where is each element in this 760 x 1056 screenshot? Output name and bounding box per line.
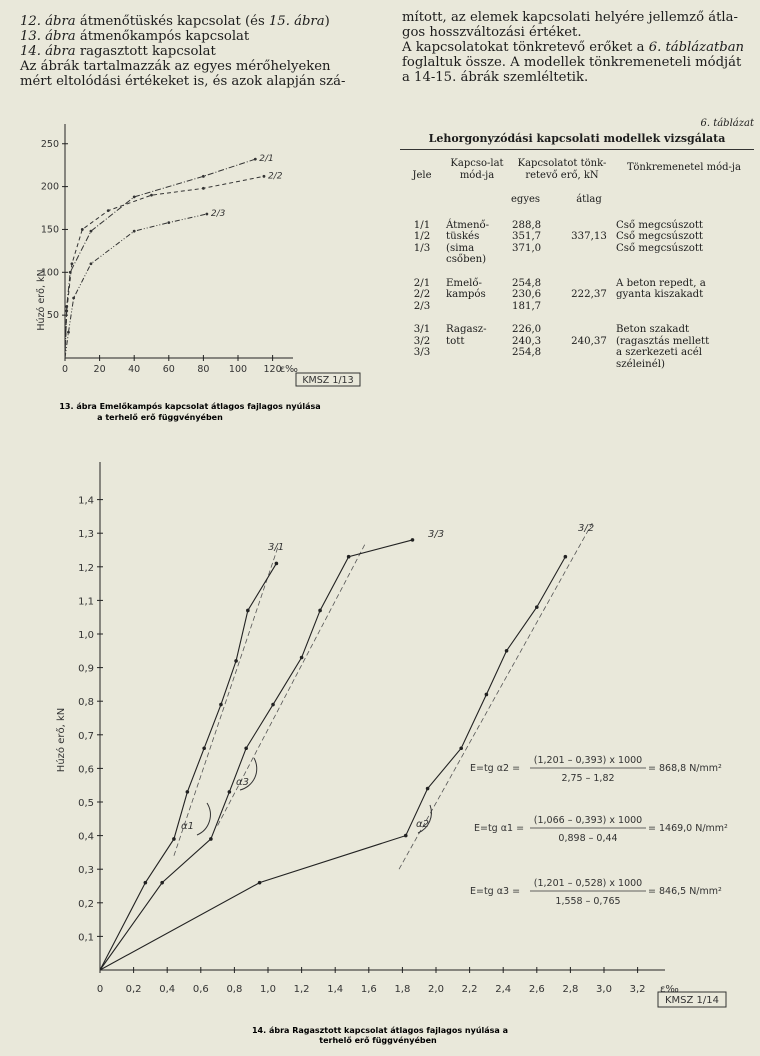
x-tick-label: 0,4 [159,984,176,995]
series-point [160,881,164,885]
series-point [144,881,148,885]
y-tick-label: 0,4 [78,831,94,843]
series-label: 3/3 [428,529,445,540]
x-tick-label: 2,6 [528,984,545,995]
header-atlag: átlag [576,194,602,205]
formula-denominator: 1,558 – 0,765 [555,896,621,907]
x-tick-label: 1,8 [394,984,411,995]
angle-label: α2 [416,819,429,830]
x-tick-label: 1,0 [260,984,276,995]
x-tick-label: 80 [197,364,210,375]
series-point [275,562,279,566]
table-cell: A beton repedt, a gyanta kiszakadt [616,277,706,300]
y-axis-label: Húzó erő, kN [56,707,67,773]
x-tick-label: 0,8 [226,984,243,995]
y-tick-label: 100 [40,267,59,279]
header-tonk: Tönkremenetel mód-ja [627,162,741,173]
y-tick-label: 1,1 [78,596,94,608]
x-tick-label: 2,2 [461,984,478,995]
x-tick-label: 0,2 [125,984,142,995]
table-cell: 240,37 [571,335,607,347]
table-cell: 226,0 240,3 254,8 [512,324,542,358]
series-point [300,656,304,660]
stamp-label: KMSZ 1/14 [664,995,720,1006]
series-label: 2/1 [259,154,274,165]
text-span: mított, az elemek kapcsolati helyére jellemző átla- [402,10,738,25]
chart-title-line2: terhelő erő függvényében [319,1036,437,1045]
x-tick-label: 1,6 [360,984,377,995]
y-axis-label: Húzó erő, kN [36,269,47,331]
chart-title-line1: 14. ábra Ragasztott kapcsolat átlagos fajlagos nyúlása a [251,1026,509,1035]
text-span: 15. ábra [268,14,325,29]
angle-label: α3 [236,777,249,788]
y-tick-label: 1,3 [78,529,94,541]
table-cell: 254,8 230,6 181,7 [512,277,542,312]
y-tick-label: 1,0 [78,630,94,641]
header-jele: Jele [412,170,432,181]
formula-result: = 846,5 N/mm² [648,886,722,897]
text-span: átmenőkampós kapcsolat [75,29,250,44]
header-mod: Kapcso-lat mód-ja [450,158,504,181]
series-label: 2/3 [210,209,226,220]
formula-lhs: E=tg α3 = [470,886,521,897]
x-tick-label: 20 [93,364,106,375]
x-tick-label: 2,0 [428,984,444,995]
series-point [246,609,250,613]
x-tick-label: 1,4 [327,984,344,995]
text-span: 6. táblázatban [648,40,745,55]
table-cell: 337,13 [571,231,607,242]
table-cell: Beton szakadt (ragasztás mellett a szerkezeti acél széleinél) [616,324,710,370]
header-egyes: egyes [511,194,541,205]
series-point [271,703,275,707]
x-axis-label: ε‰ [280,364,298,375]
y-tick-label: 1,2 [78,562,94,574]
series-point [426,787,430,791]
series-point [172,837,176,841]
formula-numerator: (1,201 – 0,528) x 1000 [533,878,643,889]
series-point [186,790,190,794]
table-cell: 288,8 351,7 371,0 [512,219,542,254]
y-tick-label: 0,3 [78,865,94,877]
x-tick-label: 1,2 [293,984,310,995]
text-span: 12. ábra [20,14,76,29]
text-span: Az ábrák tartalmazzák az egyes mérőhelyeken [20,59,331,74]
series-point [564,555,568,559]
series-line [100,563,276,970]
series-point [404,834,408,838]
x-tick-label: 60 [162,364,175,375]
x-tick-label: 2,4 [495,984,512,995]
header-ero: Kapcsolatot tönk-retevő erő, kN [517,158,607,181]
text-span: ragasztott kapcsolat [75,44,216,59]
table-cell: 2/1 2/2 2/3 [413,277,431,312]
series-label: 2/2 [267,171,283,182]
table-number: 6. táblázat [700,118,754,129]
table-cell: 1/1 1/2 1/3 [413,219,431,254]
angle-arc [197,803,210,835]
table-title: Lehorgonyzódási kapcsolati modellek vizsgálata [400,132,754,150]
y-tick-label: 0,1 [78,932,94,944]
series-line [100,540,412,970]
table-cell: 222,37 [571,289,607,300]
y-tick-label: 0,8 [78,697,94,709]
y-tick-label: 200 [40,181,59,193]
series-point [318,609,322,613]
stamp-label: KMSZ 1/13 [302,375,354,386]
y-tick-label: 150 [40,224,59,236]
y-tick-label: 0,7 [78,730,94,742]
formula-numerator: (1,066 – 0,393) x 1000 [533,815,643,826]
series-point [219,703,223,707]
x-tick-label: 2,8 [562,984,579,995]
formula-denominator: 2,75 – 1,82 [561,773,615,784]
series-point [411,538,415,542]
text-span: A kapcsolatokat tönkretevő erőket a [402,40,649,55]
series-point [202,746,206,750]
chart-title-line1: 13. ábra Emelőkampós kapcsolat átlagos fajlagos nyúlása [59,402,321,411]
table-cell: 3/1 3/2 3/3 [413,324,431,358]
text-span: átmenőtüskés kapcsolat (és [75,14,269,29]
y-tick-label: 0,6 [78,764,94,776]
x-tick-label: 120 [263,364,282,375]
y-tick-label: 1,4 [78,495,94,507]
x-tick-label: 3,0 [596,984,612,995]
x-tick-label: 0 [61,364,69,375]
formula-result: = 1469,0 N/mm² [648,823,728,834]
text-span: mért eltolódási értékeket is, és azok alapján szá- [20,74,346,89]
formula-lhs: E=tg α2 = [470,763,521,774]
series-point [258,881,262,885]
formula-lhs: E=tg α1 = [474,823,525,834]
x-tick-label: 3,2 [629,984,646,995]
table-cell: Átmenő- tüskés (sima csőben) [446,219,490,265]
series-point [347,555,351,559]
series-label: 3/2 [578,523,595,534]
table-cell: Emelő- kampós [446,277,486,300]
series-point [505,649,509,653]
series-label: 3/1 [268,542,285,553]
series-point [234,659,238,663]
text-span: a 14-15. ábrák szemléltetik. [402,70,589,85]
text-span: foglaltuk össze. A modellek tönkremeneteli módját [402,55,742,70]
formula-numerator: (1,201 – 0,393) x 1000 [533,755,643,766]
series-point [485,693,489,697]
series-point [228,790,232,794]
y-tick-label: 50 [46,310,59,322]
x-axis-label: ε‰ [660,984,679,995]
series-point [209,837,213,841]
y-tick-label: 0,9 [78,663,94,675]
angle-label: α1 [181,821,194,832]
x-tick-label: 0,6 [192,984,209,995]
text-span: 13. ábra [20,29,76,44]
text-span: ) [324,14,330,29]
y-tick-label: 250 [40,138,59,150]
series-point [535,605,539,609]
series-point [244,746,248,750]
formula-result: = 868,8 N/mm² [648,763,722,774]
table-cell: Cső megcsúszott Cső megcsúszott Cső megcsúszott [616,219,704,254]
x-tick-label: 0 [96,984,104,995]
formula-denominator: 0,898 – 0,44 [558,833,618,844]
series-point [459,746,463,750]
x-tick-label: 100 [228,364,248,375]
table-cell: Ragasz- tott [446,324,487,347]
x-tick-label: 40 [128,364,141,375]
y-tick-label: 0,2 [78,898,94,910]
chart-title-line2: a terhelő erő függvényében [97,413,223,422]
text-span: 14. ábra [20,44,76,59]
text-span: gos hosszváltozási értéket. [402,25,582,40]
y-tick-label: 0,5 [78,798,94,809]
